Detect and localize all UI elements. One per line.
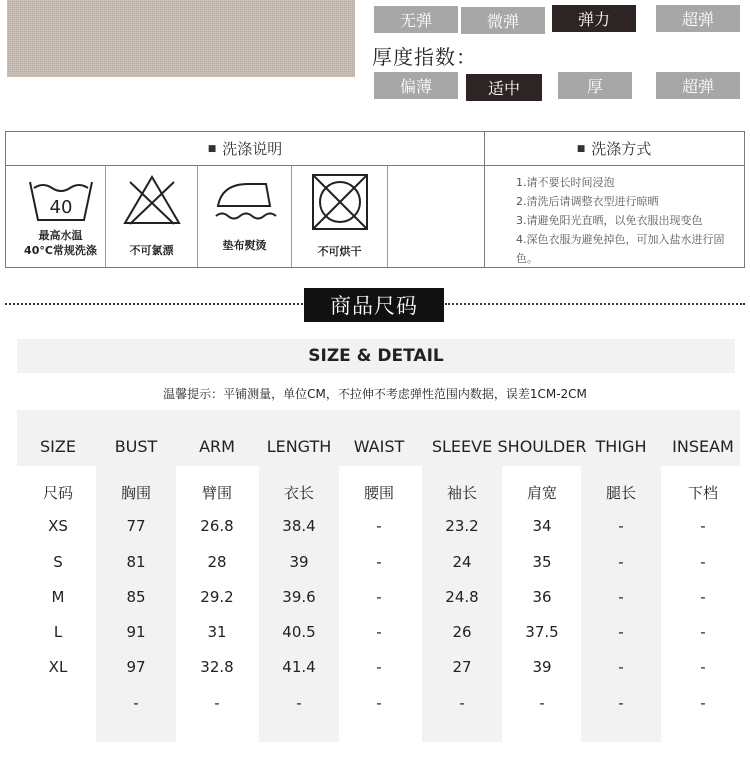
size-cell: 39	[289, 553, 309, 571]
svg-text:40: 40	[49, 197, 73, 218]
thickness-chip-thin: 偏薄	[374, 72, 458, 99]
iron-caption: 垫布熨烫	[222, 239, 267, 252]
fabric-swatch	[7, 0, 355, 77]
size-cell: 24.8	[445, 588, 479, 606]
iron-with-cloth-icon	[212, 176, 278, 226]
wash-method-item: 3.请避免阳光直晒，以免衣服出现变色	[516, 214, 703, 227]
size-cell: 28	[207, 553, 227, 571]
divider-right	[445, 303, 745, 305]
wash-method-item: 2.清洗后请调整衣型进行晾晒	[516, 195, 659, 208]
care-cell-wash	[16, 166, 106, 267]
size-header-bust: BUST	[114, 437, 158, 456]
size-header-cn: 下档	[687, 484, 718, 502]
size-cell: 38.4	[282, 517, 316, 535]
size-cell: -	[618, 694, 624, 712]
thickness-chip-thick: 厚	[558, 72, 632, 99]
size-header-sleeve: SLEEVE	[431, 437, 493, 456]
size-cell: 41.4	[282, 658, 316, 676]
thickness-chip-super: 超弹	[656, 72, 740, 99]
thickness-label: 厚度指数：	[372, 45, 477, 69]
size-header-cn: 袖长	[446, 484, 477, 502]
care-table	[5, 131, 745, 268]
size-cell: -	[700, 588, 706, 606]
size-cell: 81	[126, 553, 146, 571]
size-cell: 34	[532, 517, 552, 535]
wash-method-item: 1.请不要长时间浸泡	[516, 176, 615, 189]
size-cell: -	[133, 694, 139, 712]
size-cell: -	[618, 588, 624, 606]
size-header-cn: 衣长	[283, 484, 314, 502]
size-header-cn: 尺码	[42, 484, 73, 502]
size-cell: -	[700, 623, 706, 641]
size-header-cn: 胸围	[120, 484, 151, 502]
size-header-size: SIZE	[40, 437, 76, 456]
size-cell: S	[53, 553, 63, 571]
wash-caption-1: 最高水温	[38, 229, 83, 242]
size-cell: 26	[452, 623, 472, 641]
section-title: 商品尺码	[304, 288, 444, 322]
size-cell: 39	[532, 658, 552, 676]
size-cell: 23.2	[445, 517, 479, 535]
care-cell-bleach	[106, 166, 198, 267]
size-cell: -	[539, 694, 545, 712]
size-header-waist: WAIST	[353, 437, 405, 456]
size-detail-bar: SIZE & DETAIL	[17, 339, 735, 373]
elasticity-chip-none: 无弹	[374, 6, 458, 33]
size-header-thigh: THIGH	[595, 437, 647, 456]
wash-method-item: 4.深色衣服为避免掉色，可加入盐水进行固色。	[516, 233, 725, 265]
size-header-arm: ARM	[199, 437, 235, 456]
size-cell: -	[700, 694, 706, 712]
size-header-cn: 臂围	[201, 484, 232, 502]
size-cell: -	[376, 658, 382, 676]
care-cell-dry	[292, 166, 388, 267]
size-cell: 24	[452, 553, 472, 571]
size-cell: XL	[48, 658, 68, 676]
wash-instructions-header: ■ 洗涤说明	[6, 132, 484, 166]
thickness-chip-medium: 适中	[466, 74, 542, 101]
size-cell: 37.5	[525, 623, 559, 641]
no-tumble-dry-icon	[310, 172, 370, 232]
size-header-length: LENGTH	[266, 437, 332, 456]
size-cell: 29.2	[200, 588, 234, 606]
size-cell: 36	[532, 588, 552, 606]
size-header-cn: 腿长	[605, 484, 636, 502]
size-cell: 31	[207, 623, 227, 641]
size-cell: -	[376, 694, 382, 712]
size-cell: 26.8	[200, 517, 234, 535]
wash-method-header: ■ 洗涤方式	[484, 132, 744, 166]
size-cell: -	[376, 517, 382, 535]
size-cell: -	[618, 658, 624, 676]
size-header-shoulder: SHOULDER	[497, 437, 587, 456]
size-cell: 39.6	[282, 588, 316, 606]
size-cell: M	[51, 588, 65, 606]
size-table	[17, 410, 740, 742]
size-cell: 97	[126, 658, 146, 676]
bleach-caption: 不可氯漂	[129, 244, 174, 257]
size-header-cn: 腰围	[363, 484, 394, 502]
size-header-cn: 肩宽	[526, 484, 557, 502]
size-cell: -	[214, 694, 220, 712]
divider-left	[5, 303, 303, 305]
size-cell: 40.5	[282, 623, 316, 641]
elasticity-chip-slight: 微弹	[461, 7, 545, 34]
no-bleach-icon	[122, 174, 182, 226]
size-cell: 32.8	[200, 658, 234, 676]
size-header-inseam: INSEAM	[672, 437, 734, 456]
size-cell: 77	[126, 517, 146, 535]
size-cell: XS	[48, 517, 68, 535]
size-cell: -	[376, 588, 382, 606]
size-cell: 27	[452, 658, 472, 676]
size-cell: -	[618, 623, 624, 641]
size-cell: 35	[532, 553, 552, 571]
size-cell: -	[376, 623, 382, 641]
wash-method-list	[516, 173, 741, 268]
size-cell: -	[296, 694, 302, 712]
wash-40-icon	[26, 176, 96, 224]
care-cell-iron	[198, 166, 292, 267]
size-cell: -	[700, 553, 706, 571]
elasticity-chip-stretch: 弹力	[552, 5, 636, 32]
size-cell: -	[376, 553, 382, 571]
size-cell: -	[700, 517, 706, 535]
size-cell: 85	[126, 588, 146, 606]
size-cell: -	[618, 553, 624, 571]
measurement-hint: 温馨提示：平铺测量，单位CM，不拉伸不考虑弹性范围内数据，误差1CM-2CM	[163, 387, 587, 401]
size-cell: L	[53, 623, 63, 641]
size-cell: -	[700, 658, 706, 676]
size-cell: -	[618, 517, 624, 535]
size-cell: 91	[126, 623, 146, 641]
size-cell: -	[459, 694, 465, 712]
wash-caption-2: 40°C常规洗涤	[24, 244, 97, 257]
elasticity-chip-super: 超弹	[656, 5, 740, 32]
dry-caption: 不可烘干	[317, 245, 362, 258]
